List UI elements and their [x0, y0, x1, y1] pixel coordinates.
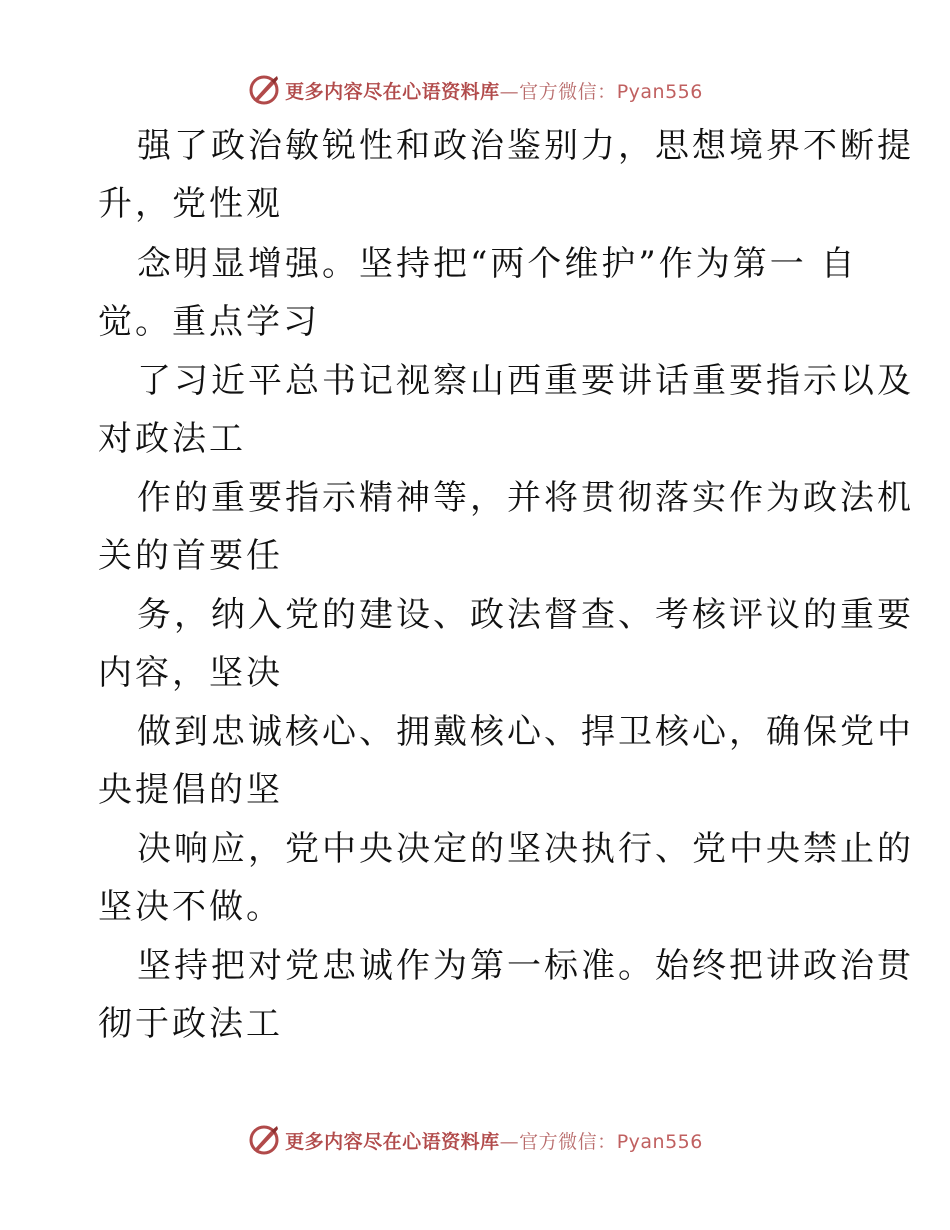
quill-pen-icon — [247, 1123, 281, 1157]
text-line: 务，纳入党的建设、政法督查、考核评议的重要 — [137, 595, 914, 635]
banner-wechat-id: Pyan556 — [616, 1130, 703, 1153]
banner-dash: — — [499, 80, 520, 103]
text-line: 了习近平总书记视察山西重要讲话重要指示以及 — [137, 361, 914, 401]
text-line: 内容，坚决 — [98, 653, 283, 693]
text-line: 坚持把对党忠诚作为第一标准。始终把讲政治贯 — [137, 946, 914, 986]
banner-label: 官方微信： — [519, 80, 617, 103]
banner-dash: — — [499, 1130, 520, 1153]
text-line: 升，党性观 — [98, 184, 283, 224]
text-line: 强了政治敏锐性和政治鉴别力，思想境界不断提 — [137, 126, 914, 166]
quill-pen-icon — [247, 73, 281, 107]
text-line: 决响应，党中央决定的坚决执行、党中央禁止的 — [137, 829, 914, 869]
text-line: 关的首要任 — [98, 536, 283, 576]
banner-label: 官方微信： — [519, 1130, 617, 1153]
text-line: 做到忠诚核心、拥戴核心、捍卫核心，确保党中 — [137, 712, 914, 752]
banner-text — [285, 77, 703, 104]
banner-main: 更多内容尽在心语资料库 — [285, 1130, 500, 1153]
text-line: 对政法工 — [98, 419, 246, 459]
banner-text — [285, 1127, 703, 1154]
banner-wechat-id: Pyan556 — [616, 80, 703, 103]
text-line: 央提倡的坚 — [98, 770, 283, 810]
text-line: 坚决不做。 — [98, 887, 283, 927]
header-banner — [0, 70, 950, 110]
footer-banner — [0, 1120, 950, 1160]
text-line: 彻于政法工 — [98, 1004, 283, 1044]
text-line: 觉。重点学习 — [98, 302, 320, 342]
banner-main: 更多内容尽在心语资料库 — [285, 80, 500, 103]
text-line: 作的重要指示精神等，并将贯彻落实作为政法机 — [137, 478, 914, 518]
text-line: 念明显增强。坚持把“两个维护”作为第一 自 — [137, 244, 858, 284]
